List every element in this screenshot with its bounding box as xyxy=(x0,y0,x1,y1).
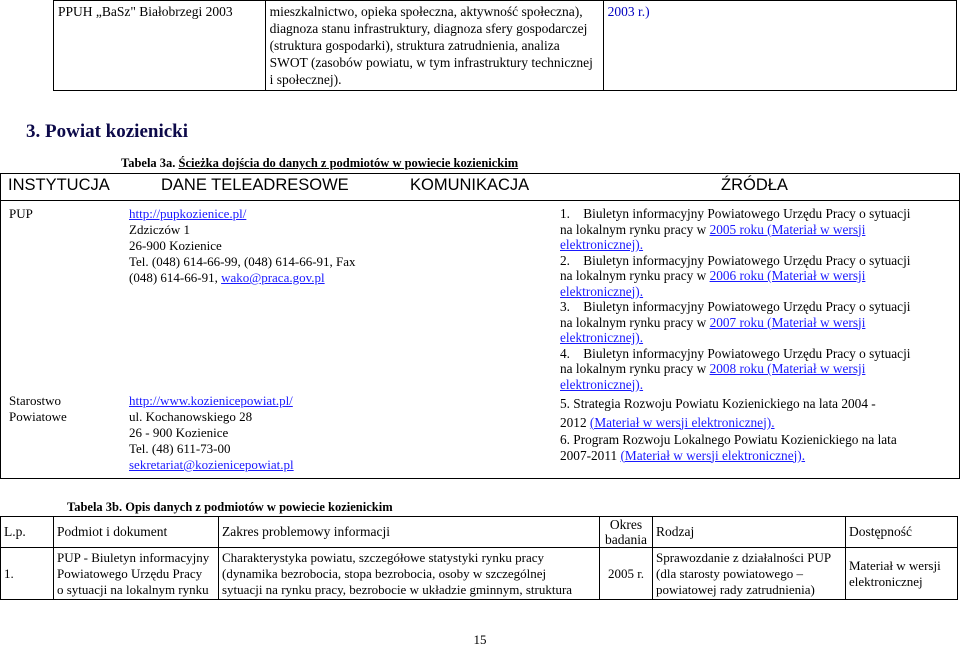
source-5-text: 5. Strategia Rozwoju Powiatu Kozienickiego na lata 2004 - xyxy=(560,396,876,411)
table3b-caption: Tabela 3b. Opis danych z podmiotów w powiecie kozienickim xyxy=(67,500,393,514)
header-zakres: Zakres problemowy informacji xyxy=(219,517,600,548)
pup-phone: Tel. (048) 614-66-99, (048) 614-66-91, Fax xyxy=(129,254,356,269)
source-text: Biuletyn informacyjny Powiatowego Urzędu Pracy o sytuacji xyxy=(583,345,911,361)
row-dostepnosc xyxy=(846,548,958,600)
source-item-2 xyxy=(560,253,955,300)
row-podmiot-line: PUP - Biuletyn informacyjny xyxy=(57,549,210,565)
source-text: Biuletyn informacyjny Powiatowego Urzędu Pracy o sytuacji xyxy=(583,206,911,221)
row-rodzaj-line: Sprawozdanie z działalności PUP xyxy=(656,549,832,565)
table3a-body xyxy=(0,200,960,479)
table3b-header-row xyxy=(1,517,958,548)
table3b xyxy=(0,516,958,600)
source-text-line2: na lokalnym rynku pracy w xyxy=(560,268,710,283)
previous-page-table xyxy=(53,0,957,91)
starostwo-street: ul. Kochanowskiego 28 xyxy=(129,409,253,424)
source-6-link[interactable]: (Materiał w wersji elektronicznej). xyxy=(620,447,806,463)
row-rodzaj-line: powiatowej rady zatrudnienia) xyxy=(656,581,815,597)
source-link[interactable]: 2006 roku (Materiał w wersji xyxy=(709,268,866,283)
top-table-scope: mieszkalnictwo, opieka społeczna, aktywność społeczna), diagnoza stanu infrastruktury, diagnoza sfery gospodarczej (struktura gospodarki), struktura zatrudnienia, analiza SWOT (zasobów powiatu, w tym infrastruktury technicznej i społecznej). xyxy=(265,1,603,91)
source-6-text: 6. Program Rozwoju Lokalnego Powiatu Kozienickiego na lata xyxy=(560,432,897,447)
pup-city: 26-900 Kozienice xyxy=(129,238,222,253)
source-5-years: 2012 xyxy=(560,414,590,430)
table3a-header xyxy=(0,173,960,201)
starostwo-website-link[interactable]: http://www.kozienicepowiat.pl/ xyxy=(129,393,293,408)
source-num: 1. xyxy=(560,206,570,221)
starostwo-phone: Tel. (48) 611-73-00 xyxy=(129,441,231,456)
table-row xyxy=(1,548,958,600)
page-number: 15 xyxy=(473,632,487,647)
sources-list xyxy=(560,206,955,463)
header-podmiot: Podmiot i dokument xyxy=(54,517,219,548)
source-6-years: 2007-2011 xyxy=(560,447,621,463)
header-dane-teleadresowe: DANE TELEADRESOWE xyxy=(161,176,349,194)
row-zakres-line: (dynamika bezrobocia, stopa bezrobocia, osoby w szczególnej xyxy=(222,565,547,581)
source-num: 3. xyxy=(560,299,570,314)
institution-pup: PUP xyxy=(9,206,33,221)
source-link-cont[interactable]: elektronicznej). xyxy=(560,330,644,345)
source-item-3 xyxy=(560,299,955,346)
pup-fax: (048) 614-66-91, xyxy=(129,270,218,285)
starostwo-name-line2: Powiatowe xyxy=(9,409,67,424)
row-zakres-line: Charakterystyka powiatu, szczegółowe statystyki rynku pracy xyxy=(222,549,545,565)
row-podmiot xyxy=(54,548,219,600)
source-text-line2: na lokalnym rynku pracy w xyxy=(560,361,710,376)
row-podmiot-line: o sytuacji na lokalnym rynku xyxy=(57,581,209,597)
source-link-cont[interactable]: elektronicznej). xyxy=(560,237,644,252)
source-5-link[interactable]: (Materiał w wersji elektronicznej). xyxy=(589,414,775,430)
source-text: Biuletyn informacyjny Powiatowego Urzędu Pracy o sytuacji xyxy=(583,299,911,314)
row-lp: 1. xyxy=(1,548,54,600)
table3a-caption-text: Ścieżka dojścia do danych z podmiotów w powiecie kozienickim xyxy=(178,156,519,170)
top-table-period-text: 2003 r.) xyxy=(607,4,650,19)
institution-starostwo xyxy=(9,393,67,425)
header-okres-line1: Okres xyxy=(609,517,643,532)
starostwo-email-link[interactable]: sekretariat@kozienicepowiat.pl xyxy=(129,457,294,472)
header-instytucja: INSTYTUCJA xyxy=(8,176,110,194)
source-text: Biuletyn informacyjny Powiatowego Urzędu Pracy o sytuacji xyxy=(583,252,911,268)
source-link[interactable]: 2005 roku (Materiał w wersji xyxy=(709,221,866,237)
source-num: 2. xyxy=(560,252,570,268)
row-okres: 2005 r. xyxy=(600,548,653,600)
starostwo-contact xyxy=(129,393,409,473)
source-item-4 xyxy=(560,346,955,393)
header-rodzaj: Rodzaj xyxy=(653,517,846,548)
row-zakres-line: sytuacji na rynku pracy, bezrobocie w układzie gminnym, struktura xyxy=(222,581,573,597)
source-item-5 xyxy=(560,396,955,430)
header-zrodla: ŹRÓDŁA xyxy=(721,176,788,194)
header-komunikacja: KOMUNIKACJA xyxy=(410,176,530,194)
source-link-cont[interactable]: elektronicznej). xyxy=(560,283,644,299)
header-okres xyxy=(600,517,653,548)
source-link-cont[interactable]: elektronicznej). xyxy=(560,376,644,392)
source-num: 4. xyxy=(560,345,570,361)
table3a-caption xyxy=(121,156,518,171)
top-table-entity: PPUH „BaSz" Białobrzegi 2003 xyxy=(54,1,266,91)
source-link[interactable]: 2008 roku (Materiał w wersji xyxy=(709,361,866,376)
pup-contact xyxy=(129,206,409,286)
row-rodzaj-line: (dla starosty powiatowego – xyxy=(656,565,803,581)
row-rodzaj xyxy=(653,548,846,600)
pup-website-link[interactable]: http://pupkozienice.pl/ xyxy=(129,206,247,221)
header-okres-line2: badania xyxy=(605,532,647,547)
source-text-line2: na lokalnym rynku pracy w xyxy=(560,314,710,330)
pup-phone-fax xyxy=(129,270,409,286)
source-link[interactable]: 2007 roku (Materiał w wersji xyxy=(709,314,866,330)
header-dostepnosc: Dostępność xyxy=(846,517,958,548)
pup-email-link[interactable]: wako@praca.gov.pl xyxy=(221,270,325,285)
source-text-line2: na lokalnym rynku pracy w xyxy=(560,221,710,237)
row-dostepnosc-line: Materiał w wersji xyxy=(849,557,941,573)
starostwo-city: 26 - 900 Kozienice xyxy=(129,425,229,440)
source-item-6 xyxy=(560,432,955,463)
header-lp: L.p. xyxy=(1,517,54,548)
starostwo-name-line1: Starostwo xyxy=(9,393,61,408)
top-table-period xyxy=(603,1,956,91)
row-zakres xyxy=(219,548,600,600)
section-title: 3. Powiat kozienicki xyxy=(26,121,189,142)
pup-street: Zdziczów 1 xyxy=(129,222,191,237)
row-dostepnosc-line: elektronicznej xyxy=(849,573,923,589)
row-podmiot-line: Powiatowego Urzędu Pracy xyxy=(57,565,203,581)
source-item-1 xyxy=(560,206,955,253)
table3a-caption-prefix: Tabela 3a. xyxy=(121,156,176,170)
